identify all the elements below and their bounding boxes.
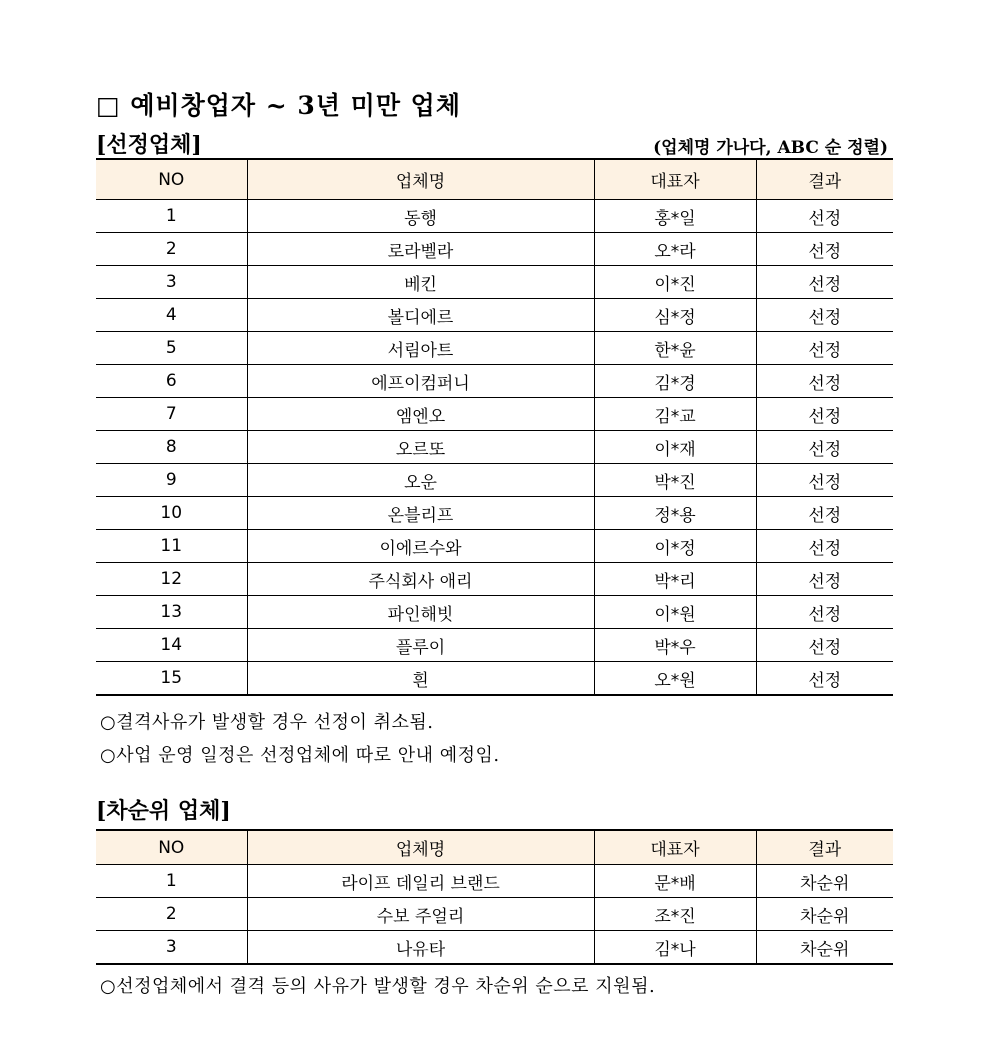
table-row — [96, 233, 893, 266]
cell-result: 선정 — [756, 233, 893, 266]
table-row — [96, 431, 893, 464]
cell-result: 선정 — [756, 266, 893, 299]
cell-representative: 조*진 — [594, 898, 756, 931]
cell-representative: 박*진 — [594, 464, 756, 497]
cell-result: 선정 — [756, 662, 893, 696]
cell-no: 8 — [96, 431, 247, 464]
cell-representative: 오*원 — [594, 662, 756, 696]
runner-up-heading: [차순위 업체] — [96, 798, 231, 824]
cell-result: 선정 — [756, 563, 893, 596]
table-header-row — [96, 159, 893, 200]
cell-company-name: 서림아트 — [247, 332, 594, 365]
cell-no: 5 — [96, 332, 247, 365]
cell-representative: 김*경 — [594, 365, 756, 398]
cell-representative: 박*리 — [594, 563, 756, 596]
selected-note-1: ○결격사유가 발생할 경우 선정이 취소됨. — [100, 712, 434, 733]
cell-company-name: 에프이컴퍼니 — [247, 365, 594, 398]
selected-heading: [선정업체] — [96, 132, 202, 158]
cell-result: 선정 — [756, 497, 893, 530]
cell-representative: 정*용 — [594, 497, 756, 530]
cell-company-name: 동행 — [247, 200, 594, 233]
cell-company-name: 오운 — [247, 464, 594, 497]
col-header-result: 결과 — [756, 830, 893, 865]
table-row — [96, 898, 893, 931]
runner-up-note: ○선정업체에서 결격 등의 사유가 발생할 경우 차순위 순으로 지원됨. — [100, 976, 656, 997]
cell-company-name: 로라벨라 — [247, 233, 594, 266]
cell-result: 선정 — [756, 200, 893, 233]
cell-no: 4 — [96, 299, 247, 332]
table-row — [96, 530, 893, 563]
cell-representative: 이*원 — [594, 596, 756, 629]
sort-note: (업체명 가나다, ABC 순 정렬) — [653, 138, 888, 158]
cell-no: 10 — [96, 497, 247, 530]
cell-representative: 김*나 — [594, 931, 756, 965]
cell-no: 1 — [96, 200, 247, 233]
table-row — [96, 563, 893, 596]
cell-company-name: 수보 주얼리 — [247, 898, 594, 931]
cell-company-name: 플루이 — [247, 629, 594, 662]
runner-up-companies-table — [96, 829, 893, 965]
cell-no: 14 — [96, 629, 247, 662]
col-header-result: 결과 — [756, 159, 893, 200]
cell-company-name: 이에르수와 — [247, 530, 594, 563]
table-row — [96, 398, 893, 431]
table-row — [96, 266, 893, 299]
cell-no: 11 — [96, 530, 247, 563]
cell-result: 선정 — [756, 332, 893, 365]
cell-result: 선정 — [756, 398, 893, 431]
table-row — [96, 464, 893, 497]
cell-result: 선정 — [756, 431, 893, 464]
cell-company-name: 흰 — [247, 662, 594, 696]
cell-result: 차순위 — [756, 865, 893, 898]
table-row — [96, 365, 893, 398]
cell-representative: 오*라 — [594, 233, 756, 266]
col-header-representative: 대표자 — [594, 830, 756, 865]
cell-no: 1 — [96, 865, 247, 898]
cell-company-name: 라이프 데일리 브랜드 — [247, 865, 594, 898]
table-row — [96, 596, 893, 629]
cell-representative: 김*교 — [594, 398, 756, 431]
cell-no: 15 — [96, 662, 247, 696]
table-row — [96, 299, 893, 332]
cell-result: 선정 — [756, 596, 893, 629]
cell-representative: 한*윤 — [594, 332, 756, 365]
table-row — [96, 629, 893, 662]
col-header-company: 업체명 — [247, 830, 594, 865]
page-title: □ 예비창업자 ~ 3년 미만 업체 — [96, 91, 461, 120]
table-header-row — [96, 830, 893, 865]
table-row — [96, 662, 893, 696]
cell-representative: 심*정 — [594, 299, 756, 332]
cell-result: 선정 — [756, 299, 893, 332]
cell-result: 차순위 — [756, 931, 893, 965]
cell-result: 선정 — [756, 530, 893, 563]
cell-company-name: 베킨 — [247, 266, 594, 299]
cell-company-name: 파인해빗 — [247, 596, 594, 629]
cell-no: 7 — [96, 398, 247, 431]
cell-no: 13 — [96, 596, 247, 629]
col-header-representative: 대표자 — [594, 159, 756, 200]
col-header-company: 업체명 — [247, 159, 594, 200]
cell-representative: 박*우 — [594, 629, 756, 662]
table-row — [96, 865, 893, 898]
table-row — [96, 200, 893, 233]
cell-company-name: 오르또 — [247, 431, 594, 464]
cell-no: 3 — [96, 931, 247, 965]
cell-representative: 문*배 — [594, 865, 756, 898]
cell-representative: 이*재 — [594, 431, 756, 464]
cell-result: 선정 — [756, 464, 893, 497]
cell-result: 차순위 — [756, 898, 893, 931]
cell-company-name: 온블리프 — [247, 497, 594, 530]
col-header-no: NO — [96, 159, 247, 200]
cell-representative: 이*정 — [594, 530, 756, 563]
cell-result: 선정 — [756, 365, 893, 398]
cell-no: 6 — [96, 365, 247, 398]
cell-no: 2 — [96, 898, 247, 931]
cell-no: 12 — [96, 563, 247, 596]
cell-company-name: 주식회사 애리 — [247, 563, 594, 596]
col-header-no: NO — [96, 830, 247, 865]
cell-no: 3 — [96, 266, 247, 299]
table-row — [96, 931, 893, 965]
cell-representative: 이*진 — [594, 266, 756, 299]
table-row — [96, 332, 893, 365]
cell-no: 9 — [96, 464, 247, 497]
cell-result: 선정 — [756, 629, 893, 662]
selected-companies-table — [96, 158, 893, 696]
cell-representative: 홍*일 — [594, 200, 756, 233]
cell-company-name: 엠엔오 — [247, 398, 594, 431]
cell-company-name: 볼디에르 — [247, 299, 594, 332]
selected-note-2: ○사업 운영 일정은 선정업체에 따로 안내 예정임. — [100, 745, 500, 766]
cell-no: 2 — [96, 233, 247, 266]
cell-company-name: 나유타 — [247, 931, 594, 965]
table-row — [96, 497, 893, 530]
